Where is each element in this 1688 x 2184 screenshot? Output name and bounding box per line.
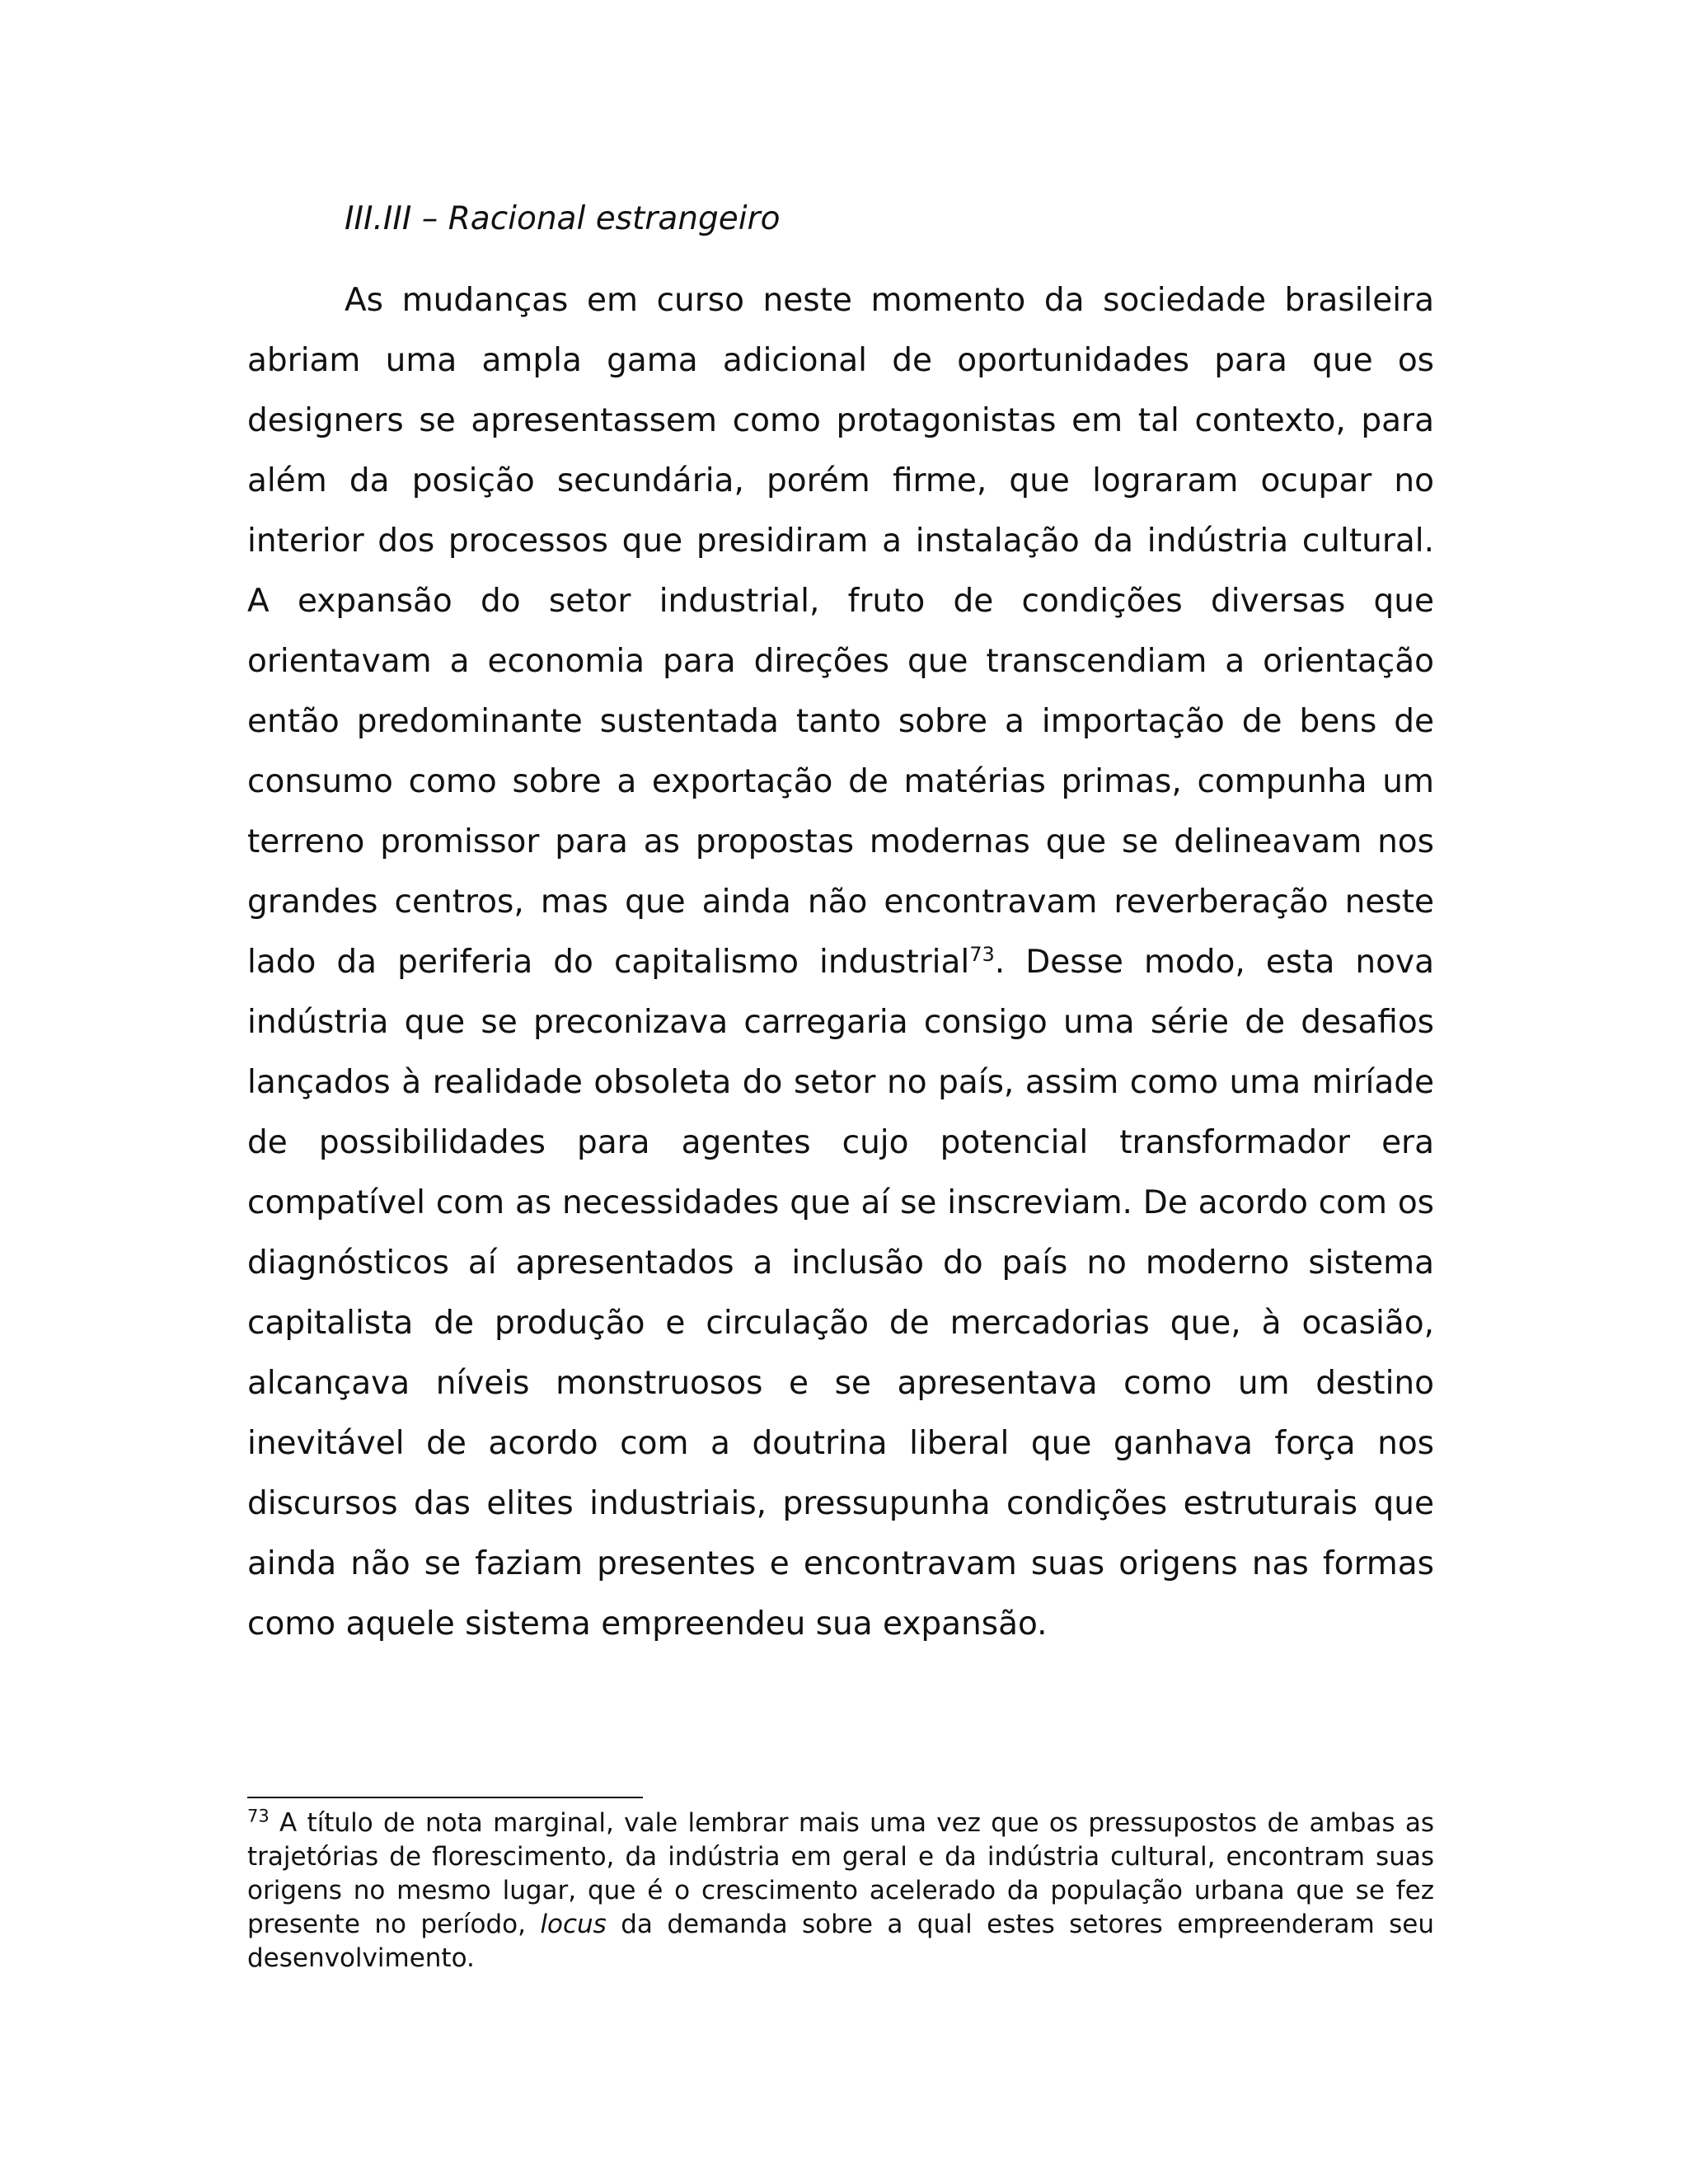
paragraph-text-part-1: As mudanças em curso neste momento da sociedade brasileira abriam uma ampla gama adicional de oportunidades para que os designers se apresentassem como protagonistas em tal contexto, para além da posição secundária, porém firme, que lograram ocupar no interior dos processos que presidiram a instalação da indústria cultural. A expansão do setor industrial, fruto de condições diversas que orientavam a economia para direções que transcendiam a orientação então predominante sustentada tanto sobre a importação de bens de consumo como sobre a exportação de matérias primas, compunha um terreno promissor para as propostas modernas que se delineavam nos grandes centros, mas que ainda não encontravam reverberação neste lado da periferia do capitalismo industrial [247, 282, 1434, 981]
footnote-number: 73 [247, 1806, 270, 1826]
footnote [247, 1807, 1434, 1975]
paragraph-text-part-2: . Desse modo, esta nova indústria que se preconizava carregaria consigo uma série de desafios lançados à realidade obsoleta do setor no país, assim como uma miríade de possibilidades para agentes cujo potencial transformador era compatível com as necessidades que aí se inscreviam. De acordo com os diagnósticos aí apresentados a inclusão do país no moderno sistema capitalista de produção e circulação de mercadorias que, à ocasião, alcançava níveis monstruosos e se apresentava como um destino inevitável de acordo com a doutrina liberal que ganhava força nos discursos das elites industriais, pressupunha condições estruturais que ainda não se faziam presentes e encontravam suas origens nas formas como aquele sistema empreendeu sua expansão. [247, 944, 1434, 1643]
footnote-text-part-2: da demanda sobre a qual estes setores empreenderam seu desenvolvimento. [247, 1910, 1434, 1973]
footnote-italic-term: locus [540, 1910, 607, 1939]
footnote-text-part-1: A título de nota marginal, vale lembrar mais uma vez que os pressupostos de ambas as trajetórias de florescimento, da indústria em geral e da indústria cultural, encontram suas origens no mesmo lugar, que é o crescimento acelerado da população urbana que se fez presente no período, [247, 1808, 1434, 1939]
section-heading: III.III – Racional estrangeiro [345, 200, 781, 237]
footnote-separator [247, 1797, 643, 1798]
body-paragraph [247, 270, 1434, 1654]
footnote-reference[interactable]: 73 [969, 943, 995, 966]
